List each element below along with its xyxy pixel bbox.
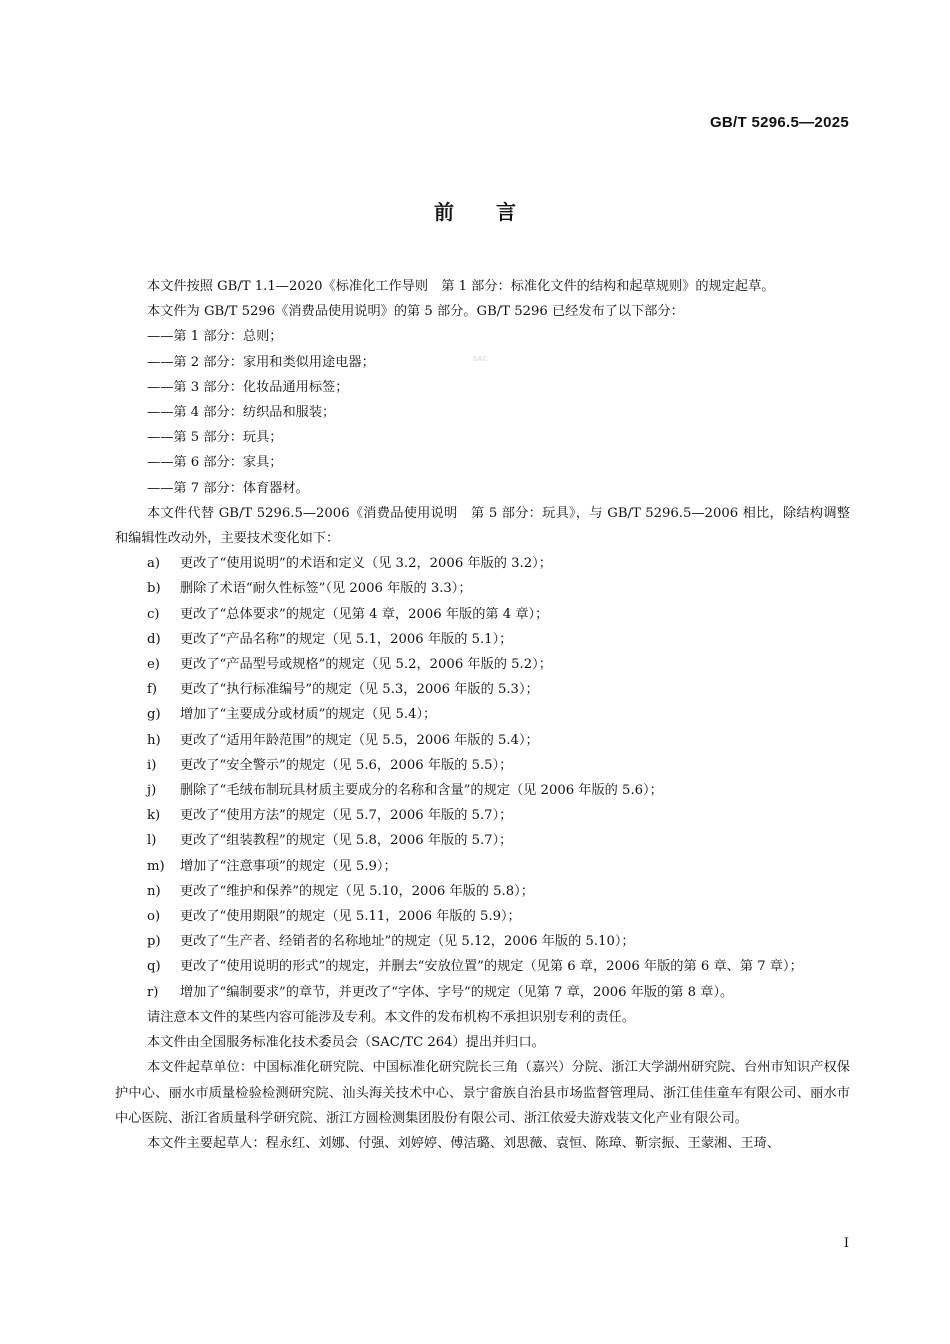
change-text: 更改了“执行标准编号”的规定（见 5.3，2006 年版的 5.3）；: [180, 682, 539, 698]
change-text: 更改了“产品名称”的规定（见 5.1，2006 年版的 5.1）；: [180, 631, 513, 647]
change-marker: e): [147, 657, 160, 673]
change-text: 更改了“使用说明的形式”的规定，并删去“安放位置”的规定（见第 6 章，2006 年版的第 6 章、第 7 章）；: [180, 959, 803, 975]
part-item: ——第 3 部分：化妆品通用标签；: [147, 379, 349, 395]
change-marker: b): [147, 581, 161, 597]
change-marker: g): [147, 707, 161, 723]
change-marker: d): [147, 631, 161, 647]
change-marker: r): [147, 984, 159, 1000]
page-title: [0, 196, 950, 225]
change-text: 更改了“生产者、经销者的名称地址”的规定（见 5.12，2006 年版的 5.10）；: [180, 934, 635, 950]
change-text: 更改了“使用期限”的规定（见 5.11，2006 年版的 5.9）；: [180, 909, 521, 925]
change-marker: j): [147, 783, 157, 799]
part-item: ——第 6 部分：家具；: [147, 455, 283, 471]
change-marker: c): [147, 606, 160, 622]
change-item: [115, 954, 850, 979]
change-marker: p): [147, 934, 161, 950]
change-item: [115, 904, 850, 929]
intro-paragraph-1: 本文件按照 GB/T 1.1—2020《标准化工作导则 第 1 部分：标准化文件的结构和起草规则》的规定起草。: [147, 279, 775, 294]
change-item: [115, 879, 850, 904]
change-marker: i): [147, 757, 157, 773]
change-text: 更改了“使用方法”的规定（见 5.7，2006 年版的 5.7）；: [180, 808, 513, 824]
change-text: 更改了“产品型号或规格”的规定（见 5.2，2006 年版的 5.2）；: [180, 657, 552, 673]
change-item: [115, 854, 850, 879]
title-char-2: 言: [496, 200, 516, 224]
change-item: [115, 753, 850, 778]
change-text: 增加了“注意事项”的规定（见 5.9）；: [180, 858, 397, 874]
foreword-body: [115, 274, 850, 1156]
change-item: [115, 929, 850, 954]
change-marker: a): [147, 556, 161, 572]
part-item: ——第 1 部分：总则；: [147, 329, 283, 345]
part-item: ——第 7 部分：体育器材。: [147, 480, 309, 496]
drafting-units-paragraph: 本文件起草单位：中国标准化研究院、中国标准化研究院长三角（嘉兴）分院、浙江大学湖州研究院、台州市知识产权保护中心、丽水市质量检验检测研究院、汕头海关技术中心、景宁畲族自治县市场监督管理局、浙江佳佳童车有限公司、丽水市中心医院、浙江省质量科学研究院、浙江方圆检测集团股份有限公司、浙江依爱夫游戏装文化产业有限公司。: [115, 1060, 850, 1126]
change-text: 更改了“组装教程”的规定（见 5.8，2006 年版的 5.7）；: [180, 833, 513, 849]
change-marker: q): [147, 959, 161, 975]
change-text: 增加了“编制要求”的章节，并更改了“字体、字号”的规定（见第 7 章，2006 年版的第 8 章）。: [180, 984, 734, 1000]
change-text: 更改了“安全警示”的规定（见 5.6，2006 年版的 5.5）；: [180, 757, 513, 773]
standard-code: GB/T 5296.5—2025: [709, 114, 849, 131]
page-number: I: [843, 1236, 849, 1251]
part-item: ——第 5 部分：玩具；: [147, 430, 283, 446]
part-item: ——第 2 部分：家用和类似用途电器；: [147, 354, 375, 370]
change-text: 更改了“使用说明”的术语和定义（见 3.2，2006 年版的 3.2）；: [180, 556, 552, 572]
change-text: 增加了“主要成分或材质”的规定（见 5.4）；: [180, 707, 437, 723]
change-item: [115, 778, 850, 803]
part-item: ——第 4 部分：纺织品和服装；: [147, 405, 336, 421]
change-marker: l): [147, 833, 157, 849]
parts-list: [115, 324, 850, 500]
intro-paragraph-2: 本文件为 GB/T 5296《消费品使用说明》的第 5 部分。GB/T 5296 已经发布了以下部分：: [147, 304, 684, 320]
proposer-paragraph: 本文件由全国服务标准化技术委员会（SAC/TC 264）提出并归口。: [147, 1035, 545, 1051]
change-item: [115, 980, 850, 1005]
change-marker: n): [147, 883, 161, 899]
drafters-paragraph: 本文件主要起草人：程永红、刘娜、付强、刘婷婷、傅洁璐、刘思薇、袁恒、陈璋、靳宗振、王蒙湘、王琦、: [147, 1135, 780, 1151]
change-text: 更改了“适用年龄范围”的规定（见 5.5，2006 年版的 5.4）；: [180, 732, 539, 748]
change-item: [115, 627, 850, 652]
title-char-1: 前: [434, 200, 454, 224]
change-item: [115, 551, 850, 576]
patent-notice: 请注意本文件的某些内容可能涉及专利。本文件的发布机构不承担识别专利的责任。: [147, 1009, 635, 1025]
change-marker: m): [147, 858, 165, 874]
change-text: 更改了“总体要求”的规定（见第 4 章，2006 年版的第 4 章）；: [180, 606, 549, 622]
change-item: [115, 602, 850, 627]
change-text: 删除了“毛绒布制玩具材质主要成分的名称和含量”的规定（见 2006 年版的 5.6）；: [180, 783, 663, 799]
change-item: [115, 652, 850, 677]
change-text: 更改了“维护和保养”的规定（见 5.10，2006 年版的 5.8）；: [180, 883, 534, 899]
change-marker: h): [147, 732, 161, 748]
change-item: [115, 677, 850, 702]
change-item: [115, 576, 850, 601]
change-item: [115, 828, 850, 853]
replacement-paragraph: 本文件代替 GB/T 5296.5—2006《消费品使用说明 第 5 部分：玩具》，与 GB/T 5296.5—2006 相比，除结构调整和编辑性改动外，主要技术变化如下：: [115, 505, 850, 547]
change-marker: k): [147, 808, 161, 824]
change-marker: f): [147, 682, 158, 698]
change-item: [115, 728, 850, 753]
change-item: [115, 803, 850, 828]
sac-watermark: SAC: [472, 355, 488, 363]
changes-list: [115, 551, 850, 1005]
change-item: [115, 702, 850, 727]
change-text: 删除了术语“耐久性标签”（见 2006 年版的 3.3）；: [180, 581, 472, 597]
change-marker: o): [147, 909, 161, 925]
